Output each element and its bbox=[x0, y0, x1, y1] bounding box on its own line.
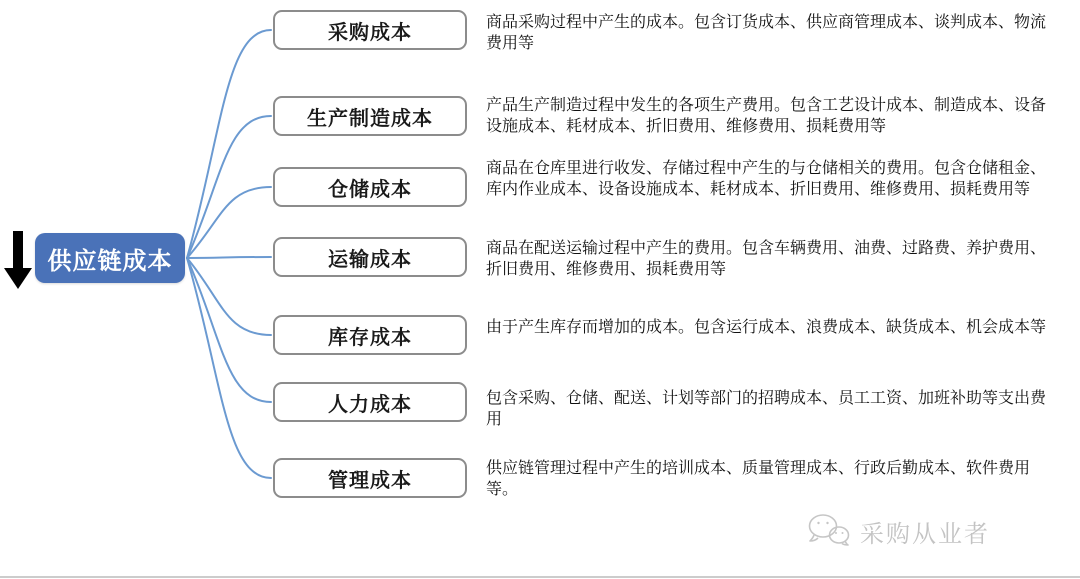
branch-description-manufacturing: 产品生产制造过程中发生的各项生产费用。包含工艺设计成本、制造成本、设备设施成本、耗材成本、折旧费用、维修费用、损耗费用等 bbox=[486, 97, 1047, 135]
branch-description-inventory: 由于产生库存而增加的成本。包含运行成本、浪费成本、缺货成本、机会成本等 bbox=[486, 319, 1047, 336]
branch-label: 生产制造成本 bbox=[307, 107, 433, 130]
branch-label: 采购成本 bbox=[328, 21, 412, 44]
watermark-label: 采购从业者 bbox=[860, 520, 990, 548]
branch-description-transport: 商品在配送运输过程中产生的费用。包含车辆费用、油费、过路费、养护费用、折旧费用、维修费用、损耗费用等 bbox=[486, 240, 1047, 278]
branch-node-labor[interactable] bbox=[273, 382, 467, 422]
branch-label: 人力成本 bbox=[328, 393, 412, 416]
connector-line bbox=[187, 258, 271, 335]
branch-label: 库存成本 bbox=[328, 326, 412, 349]
branch-node-management[interactable] bbox=[273, 458, 467, 498]
connector-line bbox=[187, 116, 271, 258]
root-node[interactable] bbox=[35, 233, 185, 283]
branch-node-manufacturing[interactable] bbox=[273, 96, 467, 136]
branch-description-warehousing: 商品在仓库里进行收发、存储过程中产生的与仓储相关的费用。包含仓储租金、库内作业成本、设备设施成本、耗材成本、折旧费用、维修费用、损耗费用等 bbox=[486, 160, 1047, 198]
connector-line bbox=[187, 257, 271, 258]
branch-label: 仓储成本 bbox=[328, 178, 412, 201]
bottom-divider bbox=[0, 576, 1080, 578]
branch-node-inventory[interactable] bbox=[273, 315, 467, 355]
watermark bbox=[806, 512, 990, 550]
branch-node-transport[interactable] bbox=[273, 237, 467, 277]
branch-label: 运输成本 bbox=[328, 248, 412, 271]
connector-line bbox=[187, 187, 271, 258]
connector-line bbox=[187, 258, 271, 402]
down-arrow-shaft bbox=[13, 231, 23, 268]
root-node-label: 供应链成本 bbox=[47, 247, 173, 275]
branch-node-procurement[interactable] bbox=[273, 10, 467, 50]
branch-description-labor: 包含采购、仓储、配送、计划等部门的招聘成本、员工工资、加班补助等支出费用 bbox=[486, 390, 1047, 428]
branch-label: 管理成本 bbox=[328, 469, 412, 492]
wechat-icon bbox=[806, 512, 852, 550]
branch-description-procurement: 商品采购过程中产生的成本。包含订货成本、供应商管理成本、谈判成本、物流费用等 bbox=[486, 14, 1047, 52]
down-arrow-head bbox=[4, 268, 32, 289]
connector-line bbox=[187, 30, 271, 258]
branch-node-warehousing[interactable] bbox=[273, 167, 467, 207]
branch-description-management: 供应链管理过程中产生的培训成本、质量管理成本、行政后勤成本、软件费用等。 bbox=[486, 460, 1031, 498]
down-arrow-icon bbox=[4, 231, 32, 289]
